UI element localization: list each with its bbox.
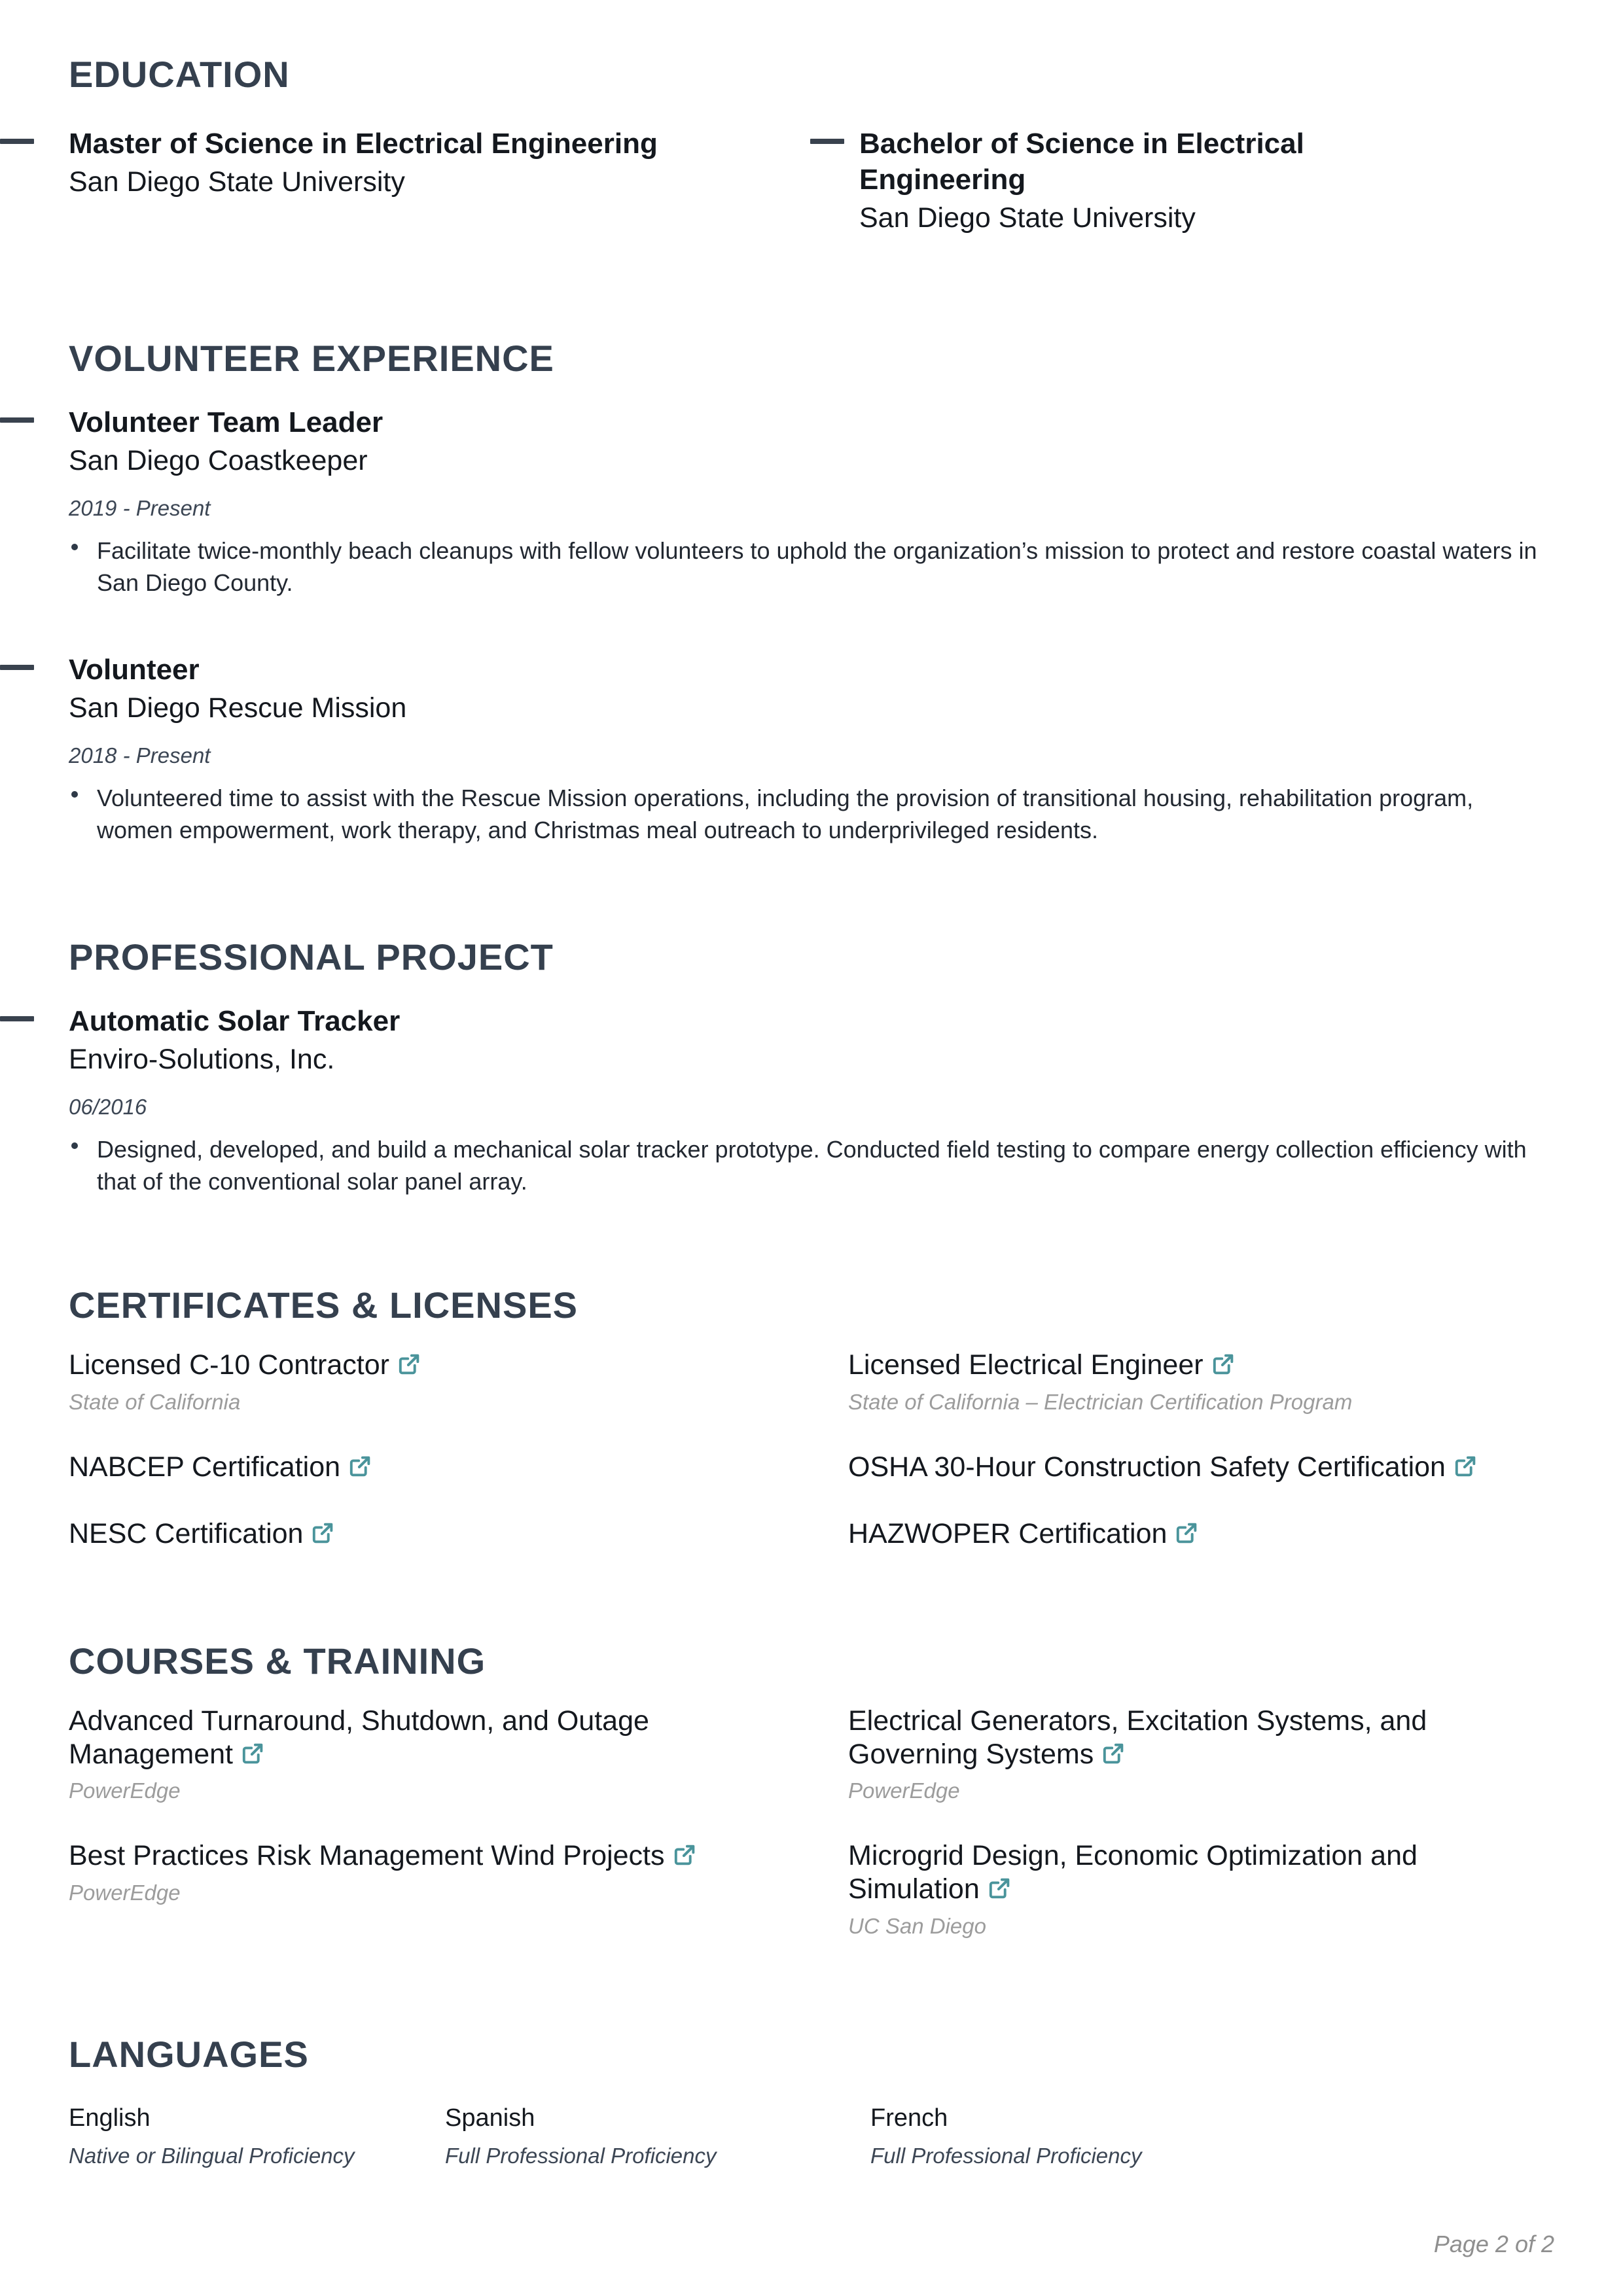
- certificate-title: HAZWOPER Certification: [848, 1518, 1168, 1550]
- page-indicator: Page 2 of 2: [1433, 2231, 1554, 2257]
- course-title: Advanced Turnaround, Shutdown, and Outage Management: [69, 1704, 649, 1770]
- education-entry: [69, 126, 810, 236]
- section-certificates: [0, 1286, 1623, 1551]
- certificate-item: [69, 1517, 848, 1551]
- role-title: Volunteer Team Leader: [69, 406, 383, 439]
- school-name: San Diego State University: [859, 202, 1196, 234]
- courses-heading: COURSES & TRAINING: [69, 1640, 486, 1682]
- certificate-title: NABCEP Certification: [69, 1451, 341, 1483]
- role-title: Volunteer: [69, 654, 200, 686]
- language-proficiency: Full Professional Proficiency: [870, 2144, 1142, 2168]
- project-date: 06/2016: [69, 1094, 147, 1119]
- course-title: Best Practices Risk Management Wind Projects: [69, 1840, 665, 1872]
- course-link[interactable]: [69, 1839, 723, 1873]
- list-item: [69, 535, 1554, 599]
- achievement-list: [69, 535, 1554, 599]
- entry-dash-icon: [810, 139, 844, 144]
- certificates-grid: [69, 1349, 1554, 1551]
- certificate-title: Licensed C-10 Contractor: [69, 1349, 389, 1381]
- languages-grid: [69, 2104, 1554, 2168]
- project-entry: [69, 1003, 1554, 1198]
- certificate-title: NESC Certification: [69, 1518, 304, 1550]
- volunteer-entry: [69, 652, 1554, 847]
- certificate-link[interactable]: [848, 1517, 1503, 1551]
- education-heading: EDUCATION: [69, 54, 290, 95]
- course-link[interactable]: [69, 1704, 723, 1771]
- list-item: [69, 1134, 1554, 1198]
- degree-title: Bachelor of Science in Electrical Engineering: [859, 127, 1304, 196]
- certificate-link[interactable]: [69, 1517, 723, 1551]
- section-languages: [0, 2033, 1623, 2169]
- school-name: San Diego State University: [69, 166, 405, 198]
- project-heading: PROFESSIONAL PROJECT: [69, 936, 554, 978]
- organization-name: San Diego Rescue Mission: [69, 692, 407, 724]
- certificate-item: [848, 1517, 1554, 1551]
- volunteer-entry: [69, 404, 1554, 599]
- course-link[interactable]: [848, 1704, 1503, 1771]
- external-link-icon[interactable]: [397, 1352, 421, 1376]
- bullet-text: Facilitate twice-monthly beach cleanups with fellow volunteers to uphold the organization’s mission to protect and restore coastal waters in San Diego County.: [97, 537, 1537, 597]
- course-title: Microgrid Design, Economic Optimization and Simulation: [848, 1840, 1418, 1905]
- language-name: Spanish: [445, 2104, 535, 2132]
- external-link-icon[interactable]: [241, 1742, 264, 1765]
- external-link-icon[interactable]: [1211, 1352, 1235, 1376]
- language-proficiency: Native or Bilingual Proficiency: [69, 2144, 355, 2168]
- date-range: 2018 - Present: [69, 743, 211, 768]
- certificate-link[interactable]: [69, 1349, 723, 1382]
- list-item: [69, 783, 1554, 847]
- course-item: [848, 1704, 1554, 1805]
- external-link-icon[interactable]: [1101, 1742, 1125, 1765]
- company-name: Enviro-Solutions, Inc.: [69, 1044, 335, 1076]
- date-range: 2019 - Present: [69, 495, 211, 520]
- course-item: [69, 1704, 848, 1805]
- bullet-text: Volunteered time to assist with the Rescue Mission operations, including the provision of transitional housing, rehabilitation program, women empowerment, work therapy, and Christmas meal outreach to underprivileged residents.: [97, 785, 1474, 844]
- external-link-icon[interactable]: [673, 1843, 696, 1867]
- section-volunteer-experience: [0, 340, 1623, 847]
- language-item: [69, 2104, 445, 2168]
- course-item: [69, 1839, 848, 1940]
- certificate-item: [69, 1349, 848, 1417]
- certificate-link[interactable]: [69, 1451, 723, 1484]
- course-provider: UC San Diego: [848, 1913, 986, 1938]
- entry-dash-icon: [0, 1016, 34, 1021]
- certificate-issuer: State of California – Electrician Certification Program: [848, 1389, 1353, 1414]
- courses-grid: [69, 1704, 1554, 1941]
- languages-heading: LANGUAGES: [69, 2033, 309, 2075]
- section-education: [0, 0, 1623, 235]
- project-title: Automatic Solar Tracker: [69, 1005, 401, 1038]
- certificate-title: Licensed Electrical Engineer: [848, 1349, 1204, 1381]
- degree-title: Master of Science in Electrical Engineering: [69, 127, 658, 160]
- language-item: [870, 2104, 1554, 2168]
- entry-dash-icon: [0, 139, 34, 144]
- language-name: French: [870, 2104, 948, 2132]
- language-proficiency: Full Professional Proficiency: [445, 2144, 717, 2168]
- course-provider: PowerEdge: [848, 1778, 960, 1803]
- certificate-item: [848, 1349, 1554, 1417]
- external-link-icon[interactable]: [1175, 1521, 1198, 1545]
- language-item: [445, 2104, 870, 2168]
- certificate-item: [848, 1451, 1554, 1484]
- bullet-text: Designed, developed, and build a mechanical solar tracker prototype. Conducted field testing to compare energy collection efficiency with that of the conventional solar panel array.: [97, 1136, 1527, 1195]
- certificate-link[interactable]: [848, 1349, 1503, 1382]
- section-courses: [0, 1642, 1623, 1941]
- bullet-icon: [71, 1142, 78, 1149]
- education-entry: [810, 126, 1554, 236]
- certificate-item: [69, 1451, 848, 1484]
- course-title: Electrical Generators, Excitation Systems, and Governing Systems: [848, 1704, 1427, 1770]
- external-link-icon[interactable]: [1454, 1455, 1477, 1478]
- entry-dash-icon: [0, 665, 34, 670]
- education-entries: [69, 126, 1554, 236]
- volunteer-heading: VOLUNTEER EXPERIENCE: [69, 338, 554, 380]
- course-link[interactable]: [848, 1839, 1503, 1905]
- course-item: [848, 1839, 1554, 1940]
- bullet-icon: [71, 544, 78, 550]
- certificate-title: OSHA 30-Hour Construction Safety Certification: [848, 1451, 1446, 1483]
- achievement-list: [69, 783, 1554, 847]
- external-link-icon[interactable]: [348, 1455, 372, 1478]
- external-link-icon[interactable]: [311, 1521, 334, 1545]
- language-name: English: [69, 2104, 151, 2132]
- achievement-list: [69, 1134, 1554, 1198]
- certificate-issuer: State of California: [69, 1389, 241, 1414]
- external-link-icon[interactable]: [988, 1877, 1011, 1900]
- organization-name: San Diego Coastkeeper: [69, 445, 368, 477]
- bullet-icon: [71, 791, 78, 798]
- section-professional-project: [0, 938, 1623, 1198]
- course-provider: PowerEdge: [69, 1778, 181, 1803]
- certificate-link[interactable]: [848, 1451, 1503, 1484]
- certificates-heading: CERTIFICATES & LICENSES: [69, 1284, 579, 1326]
- course-provider: PowerEdge: [69, 1881, 181, 1905]
- entry-dash-icon: [0, 417, 34, 423]
